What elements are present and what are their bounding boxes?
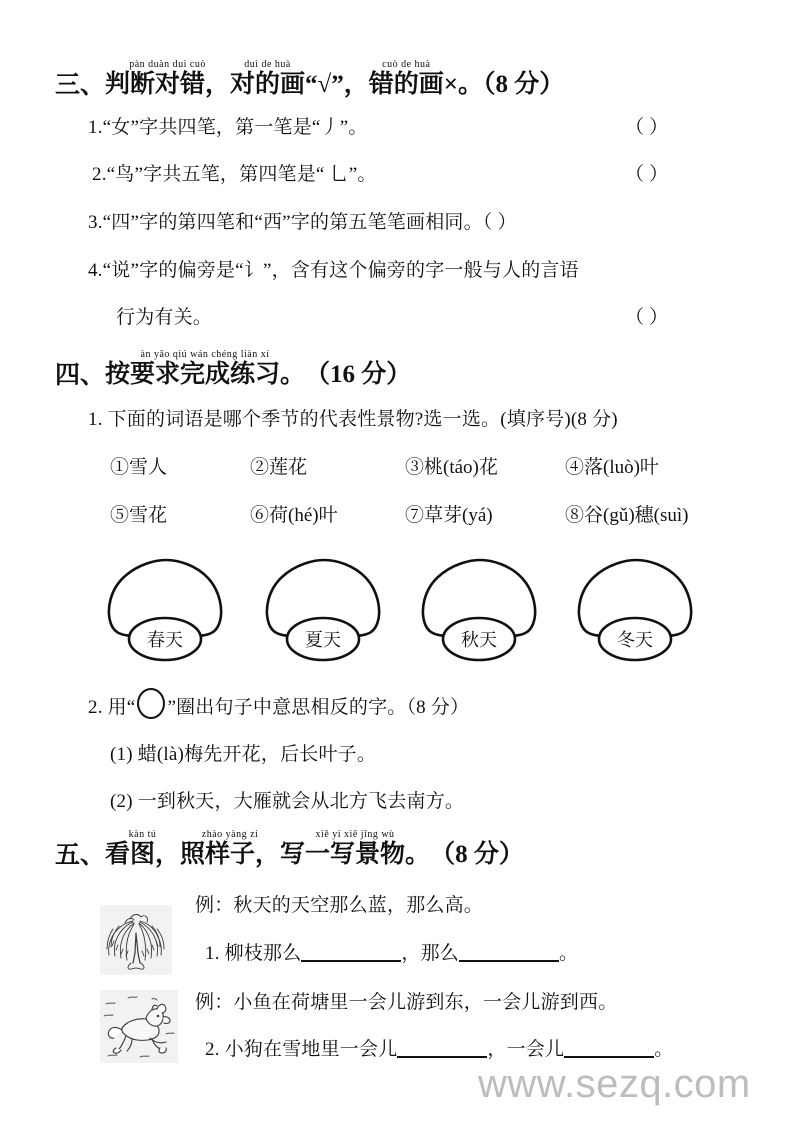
- section-5-title-part-1: kàn tú 看图，: [105, 829, 181, 868]
- item-1-blank-2[interactable]: [459, 960, 559, 962]
- mushroom-spring-label: 春天: [147, 630, 183, 650]
- willow-tree-image: [100, 905, 172, 975]
- section-4-q2-sentence-1[interactable]: (1) 蜡(là)梅先开花，后长叶子。: [110, 744, 377, 765]
- section-4-heading: [55, 348, 411, 388]
- season-options-row-2: [110, 506, 688, 525]
- section-3-heading: [55, 58, 564, 98]
- mushroom-autumn-label: 秋天: [461, 630, 497, 650]
- q3-4-answer-parens[interactable]: （ ）: [625, 307, 669, 328]
- q3-4-number: 4.: [88, 260, 103, 281]
- item-2-blank-2[interactable]: [564, 1056, 654, 1058]
- mushroom-spring[interactable]: [100, 552, 230, 662]
- section-5-item-1-example: 例：秋天的天空那么蓝，那么高。: [195, 895, 484, 916]
- season-options-row-1: [110, 458, 659, 477]
- mushroom-autumn[interactable]: [414, 552, 544, 662]
- option-4[interactable]: ④落(luò)叶: [565, 457, 659, 478]
- item-1-prefix: 1. 柳枝那么: [205, 943, 302, 964]
- running-dog-drawing: [100, 990, 178, 1063]
- item-2-blank-1[interactable]: [397, 1056, 487, 1058]
- mushroom-summer[interactable]: [258, 552, 388, 662]
- section-3-question-4: [88, 261, 579, 280]
- section-5-title-part-4: （8 分）: [430, 841, 524, 868]
- option-6[interactable]: ⑥荷(hé)叶: [250, 505, 338, 526]
- item-2-suffix: 。: [654, 1039, 674, 1060]
- q3-3-answer-parens[interactable]: （ ）: [482, 212, 517, 233]
- option-2[interactable]: ②莲花: [250, 457, 308, 478]
- q3-4-text: “说”字的偏旁是“讠”，含有这个偏旁的字一般与人的言语: [102, 260, 579, 281]
- mushroom-summer-shape: [258, 552, 388, 662]
- option-5[interactable]: ⑤雪花: [110, 505, 168, 526]
- section-4-q2-sentence-2[interactable]: (2) 一到秋天，大雁就会从北方飞去南方。: [110, 791, 465, 812]
- section-5-number: 五、: [55, 842, 106, 869]
- q3-1-number: 1.: [88, 117, 103, 138]
- section-3-question-1: [88, 118, 368, 137]
- section-4-title-part-1: àn yāo qiú wán chéng liàn xí 按要求完成练习。: [105, 349, 306, 388]
- q3-1-answer-parens[interactable]: （ ）: [625, 117, 669, 138]
- mushroom-autumn-shape: [414, 552, 544, 662]
- section-4-q2-prompt-b: ”圈出句子中意思相反的字。（8 分）: [167, 697, 470, 718]
- mushroom-spring-shape: [100, 552, 230, 662]
- q3-2-number: 2.: [92, 164, 107, 185]
- section-3-title-part-3: “√”，: [305, 71, 369, 98]
- section-5-item-2-answer: [205, 1040, 673, 1059]
- section-4-title-part-2: （16 分）: [305, 361, 412, 388]
- willow-tree-drawing: [100, 905, 172, 975]
- section-5-title-part-3: xiě yi xiě jǐng wù 写一写景物。: [280, 829, 431, 868]
- option-3[interactable]: ③桃(táo)花: [405, 457, 498, 478]
- q3-2-text: “鸟”字共五笔，第四笔是“ 乚”。: [106, 164, 377, 185]
- circle-glyph-icon: [137, 688, 165, 719]
- q3-3-number: 3.: [88, 212, 103, 233]
- option-7[interactable]: ⑦草芽(yá): [405, 505, 493, 526]
- mushroom-winter-label: 冬天: [617, 630, 653, 650]
- section-4-q2-prompt: [88, 688, 469, 719]
- item-1-suffix: 。: [559, 943, 579, 964]
- item-2-prefix: 2. 小狗在雪地里一会儿: [205, 1039, 398, 1060]
- mushroom-winter[interactable]: [570, 552, 700, 662]
- option-1[interactable]: ①雪人: [110, 457, 168, 478]
- mushroom-winter-shape: [570, 552, 700, 662]
- q3-3-text: “四”字的第四笔和“西”字的第五笔笔画相同。: [102, 212, 483, 233]
- section-3-title-part-2: duì de huà 对的画: [230, 59, 306, 98]
- section-3-title-part-5: ×。（8 分）: [443, 71, 565, 98]
- section-3-question-4-cont: 行为有关。: [116, 307, 213, 328]
- q3-2-answer-parens[interactable]: （ ）: [625, 164, 669, 185]
- item-1-mid: ，那么: [401, 943, 460, 964]
- section-3-title-part-1: pàn duàn duì cuò 判断对错，: [105, 59, 231, 98]
- item-2-mid: ，一会儿: [487, 1039, 565, 1060]
- mushroom-summer-label: 夏天: [305, 630, 341, 650]
- section-4-number: 四、: [55, 362, 106, 389]
- section-5-heading: [55, 828, 524, 868]
- section-3-question-3: [88, 213, 517, 232]
- q3-1-text: “女”字共四笔，第一笔是“丿”。: [102, 117, 368, 138]
- item-1-blank-1[interactable]: [301, 960, 401, 962]
- site-watermark: www.sezq.com: [478, 1062, 751, 1106]
- option-8[interactable]: ⑧谷(gǔ)穗(suì): [565, 505, 689, 526]
- section-3-title-part-4: cuò de huà 错的画: [368, 59, 444, 98]
- section-3-number: 三、: [55, 72, 106, 99]
- section-5-title-part-2: zhào yàng zi 照样子，: [180, 829, 281, 868]
- section-4-q2-prompt-a: 2. 用“: [88, 697, 136, 718]
- running-dog-image: [100, 990, 178, 1063]
- section-5-item-2-example: 例：小鱼在荷塘里一会儿游到东，一会儿游到西。: [195, 992, 618, 1013]
- section-4-q1-prompt: 1. 下面的词语是哪个季节的代表性景物?选一选。(填序号)(8 分): [88, 409, 618, 430]
- section-5-item-1-answer: [205, 944, 578, 963]
- section-3-question-2: [92, 165, 377, 184]
